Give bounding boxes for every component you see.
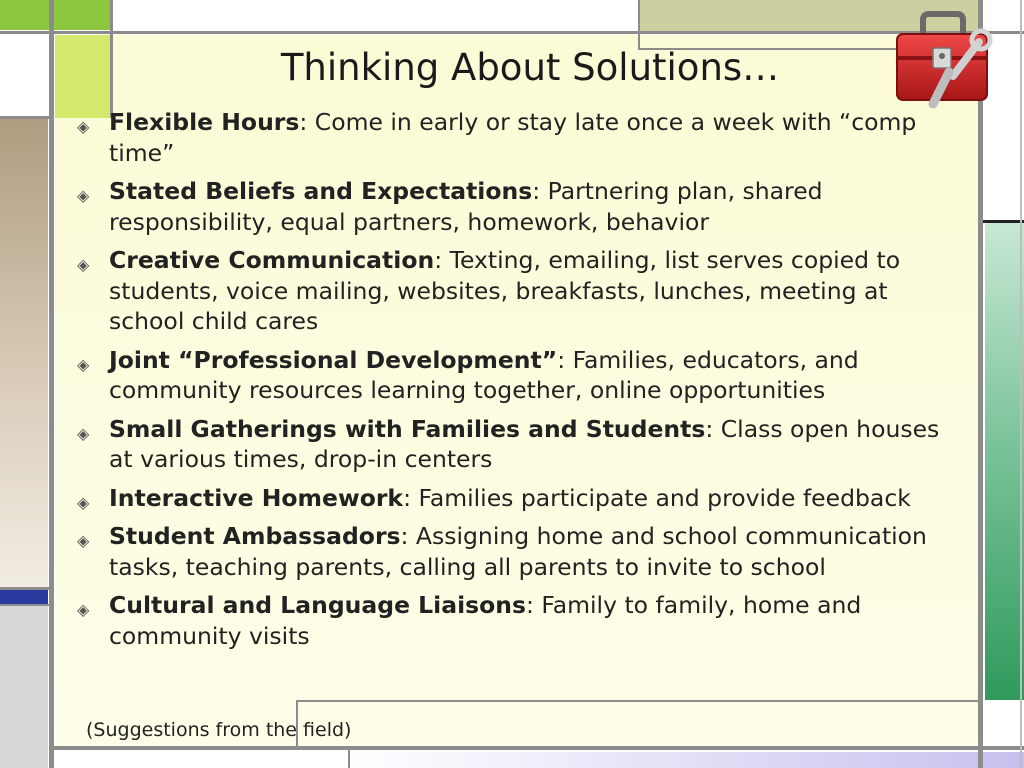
- list-item: ◈ Stated Beliefs and Expectations: Partnering plan, shared responsibility, equal partners, homework, behavior: [77, 177, 823, 236]
- bullet-text: Texting, emailing, list serves copied to students, voice mailing, websites, breakfasts, lunches, meeting at school child cares: [109, 246, 901, 335]
- decor-block-blue: [0, 590, 48, 604]
- grid-line: [0, 31, 1024, 34]
- diamond-bullet-icon: ◈: [77, 492, 90, 512]
- grid-line: [0, 604, 54, 606]
- decor-block-green-right: [985, 222, 1024, 700]
- grid-line: [978, 0, 983, 768]
- diamond-bullet-icon: ◈: [77, 531, 90, 550]
- list-item: ◈ Cultural and Language Liaisons: Family to family, home and community visits: [77, 591, 862, 650]
- bullet-text: Assigning home and school communication tasks, teaching parents, calling all parents to invite to school: [109, 522, 927, 581]
- bullet-text: Family to family, home and community visits: [109, 591, 862, 650]
- list-item: ◈ Interactive Homework: Families participate and provide feedback: [70, 483, 965, 514]
- list-item: ◈ Small Gatherings with Families and Students: Class open houses at various times, drop-in centers: [77, 414, 940, 473]
- bullet-term: Flexible Hours: [109, 108, 300, 136]
- decor-block-lime: [55, 35, 110, 118]
- bullet-term: Creative Communication: [109, 246, 435, 274]
- diamond-bullet-icon: ◈: [77, 354, 90, 374]
- grid-line: [638, 0, 640, 50]
- grid-line: [298, 700, 983, 702]
- bullet-term: Joint “Professional Development”: [109, 345, 558, 374]
- solutions-bullet-list: [70, 107, 965, 659]
- diamond-bullet-icon: ◈: [77, 186, 90, 205]
- bullet-text: Families, educators, and community resources learning together, online opportunities: [109, 345, 859, 404]
- decor-block-green: [0, 0, 110, 30]
- bullet-text: Class open houses at various times, drop-in centers: [109, 414, 940, 473]
- diamond-bullet-icon: ◈: [77, 423, 90, 443]
- grid-line: [0, 116, 54, 119]
- toolbox-wrench-icon: [893, 10, 993, 110]
- decor-block-grey: [0, 604, 48, 768]
- decor-block-purple: [350, 752, 1024, 768]
- grid-line: [0, 587, 54, 590]
- diamond-bullet-icon: ◈: [77, 117, 90, 136]
- diamond-bullet-icon: ◈: [77, 600, 90, 619]
- list-item: ◈ Flexible Hours: Come in early or stay late once a week with “comp time”: [77, 108, 917, 167]
- list-item: ◈ Creative Communication: Texting, emailing, list serves copied to students, voice mailing, websites, breakfasts, lunches, meeting at school child cares: [77, 246, 901, 335]
- bullet-term: Interactive Homework: [109, 483, 404, 512]
- list-item: ◈ Joint “Professional Development”: Families, educators, and community resources learning together, online opportunities: [77, 345, 859, 404]
- grid-line: [983, 220, 1024, 223]
- bullet-text: Come in early or stay late once a week with “comp time”: [109, 108, 917, 167]
- bullet-term: Stated Beliefs and Expectations: [109, 177, 533, 205]
- decor-block-tan: [0, 118, 48, 590]
- bullet-term: Cultural and Language Liaisons: [109, 591, 526, 619]
- bullet-text: Partnering plan, shared responsibility, equal partners, homework, behavior: [109, 177, 823, 236]
- bullet-term: Student Ambassadors: [109, 522, 401, 550]
- bullet-text: Families participate and provide feedback: [418, 483, 911, 512]
- bullet-term: Small Gatherings with Families and Students: [109, 414, 706, 443]
- grid-line: [1020, 0, 1022, 768]
- page-title: Thinking About Solutions…: [280, 46, 780, 89]
- grid-line: [54, 746, 1024, 750]
- grid-line: [348, 748, 350, 768]
- diamond-bullet-icon: ◈: [77, 255, 90, 274]
- footer-note: (Suggestions from the field): [86, 719, 352, 741]
- list-item: ◈ Student Ambassadors: Assigning home and school communication tasks, teaching parents, calling all parents to invite to school: [77, 522, 927, 581]
